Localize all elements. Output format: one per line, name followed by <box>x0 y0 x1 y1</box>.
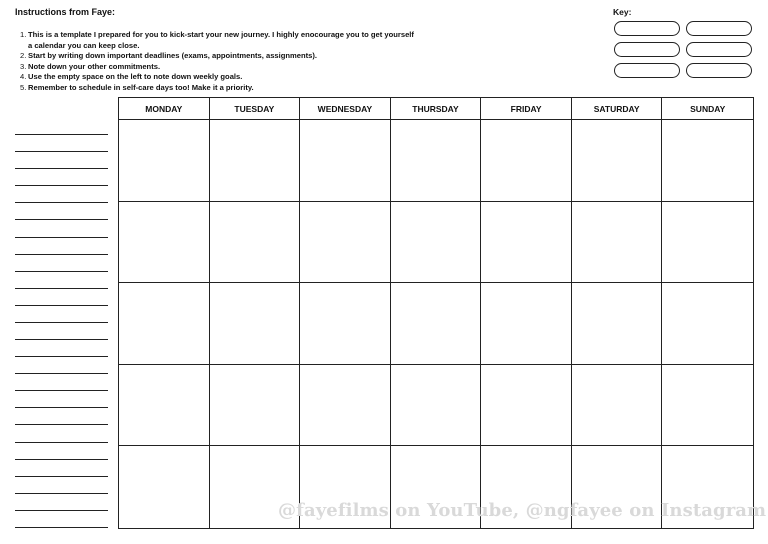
goal-writing-line[interactable] <box>15 339 108 340</box>
goal-writing-line[interactable] <box>15 185 108 186</box>
day-cell[interactable] <box>119 283 210 365</box>
day-cell[interactable] <box>481 120 572 202</box>
instruction-number: 3. <box>20 61 27 71</box>
goal-writing-line[interactable] <box>15 527 108 528</box>
day-cell[interactable] <box>300 202 391 284</box>
day-header-friday: FRIDAY <box>481 98 572 120</box>
day-cell[interactable] <box>210 120 301 202</box>
goal-writing-line[interactable] <box>15 219 108 220</box>
goal-writing-line[interactable] <box>15 151 108 152</box>
goal-writing-line[interactable] <box>15 202 108 203</box>
key-slot[interactable] <box>686 63 752 78</box>
goal-writing-line[interactable] <box>15 288 108 289</box>
day-cell[interactable] <box>300 283 391 365</box>
instructions-title: Instructions from Faye: <box>15 7 116 17</box>
day-cell[interactable] <box>662 365 753 447</box>
goal-writing-line[interactable] <box>15 493 108 494</box>
goal-writing-line[interactable] <box>15 442 108 443</box>
day-cell[interactable] <box>572 202 663 284</box>
day-cell[interactable] <box>481 365 572 447</box>
day-cell[interactable] <box>391 283 482 365</box>
day-cell[interactable] <box>391 202 482 284</box>
day-cell[interactable] <box>662 283 753 365</box>
day-header-tuesday: TUESDAY <box>210 98 301 120</box>
instruction-number: 2. <box>20 51 27 60</box>
day-cell[interactable] <box>119 365 210 447</box>
goal-writing-line[interactable] <box>15 134 108 135</box>
goal-writing-line[interactable] <box>15 237 108 238</box>
day-cell[interactable] <box>210 365 301 447</box>
day-cell[interactable] <box>572 120 663 202</box>
day-cell[interactable] <box>481 202 572 284</box>
day-cell[interactable] <box>300 120 391 202</box>
goal-writing-line[interactable] <box>15 407 108 408</box>
day-cell[interactable] <box>391 365 482 447</box>
instructions-list <box>20 30 418 93</box>
instruction-number: 1. <box>20 30 27 39</box>
goal-writing-line[interactable] <box>15 356 108 357</box>
key-slot[interactable] <box>686 21 752 36</box>
day-cell[interactable] <box>662 202 753 284</box>
goal-writing-line[interactable] <box>15 373 108 374</box>
day-header-thursday: THURSDAY <box>391 98 482 120</box>
goal-writing-line[interactable] <box>15 168 108 169</box>
goal-writing-line[interactable] <box>15 322 108 323</box>
day-cell[interactable] <box>119 202 210 284</box>
day-cell[interactable] <box>300 365 391 447</box>
key-slot[interactable] <box>614 63 680 78</box>
instruction-item <box>20 30 418 51</box>
goal-writing-line[interactable] <box>15 390 108 391</box>
day-cell[interactable] <box>210 202 301 284</box>
goal-writing-line[interactable] <box>15 254 108 255</box>
instruction-number: 4. <box>20 72 27 81</box>
instruction-item <box>20 72 418 83</box>
goal-writing-line[interactable] <box>15 476 108 477</box>
day-cell[interactable] <box>572 283 663 365</box>
watermark-text: @fayefilms on YouTube, @ngfayee on Instagram <box>278 500 767 521</box>
instruction-item <box>20 51 418 62</box>
instruction-text: Use the empty space on the left to note down weekly goals. <box>28 72 243 81</box>
instruction-item <box>20 82 418 94</box>
day-cell[interactable] <box>662 120 753 202</box>
key-slot[interactable] <box>686 42 752 57</box>
goal-writing-line[interactable] <box>15 305 108 306</box>
day-cell[interactable] <box>481 283 572 365</box>
instruction-number: 5. <box>20 82 27 92</box>
day-header-monday: MONDAY <box>119 98 210 120</box>
instruction-text: Remember to schedule in self-care days too! Make it a priority. <box>28 82 254 92</box>
instruction-text: Start by writing down important deadlines (exams, appointments, assignments). <box>28 51 318 60</box>
goal-writing-line[interactable] <box>15 424 108 425</box>
instruction-text: Note down your other commitments. <box>28 61 161 71</box>
instruction-item <box>20 61 418 73</box>
day-header-sunday: SUNDAY <box>662 98 753 120</box>
goal-writing-line[interactable] <box>15 459 108 460</box>
day-cell[interactable] <box>572 365 663 447</box>
instruction-text: This is a template I prepared for you to kick-start your new journey. I highly enocourage you to get yourself a calendar you can keep close. <box>28 30 414 50</box>
key-slot[interactable] <box>614 21 680 36</box>
day-cell[interactable] <box>210 283 301 365</box>
day-cell[interactable] <box>119 120 210 202</box>
day-header-saturday: SATURDAY <box>572 98 663 120</box>
goal-writing-line[interactable] <box>15 271 108 272</box>
day-cell[interactable] <box>391 120 482 202</box>
key-label: Key: <box>613 7 632 17</box>
key-slot[interactable] <box>614 42 680 57</box>
goal-writing-line[interactable] <box>15 510 108 511</box>
weekly-calendar-grid <box>118 97 754 529</box>
day-header-wednesday: WEDNESDAY <box>300 98 391 120</box>
day-cell[interactable] <box>119 446 210 528</box>
